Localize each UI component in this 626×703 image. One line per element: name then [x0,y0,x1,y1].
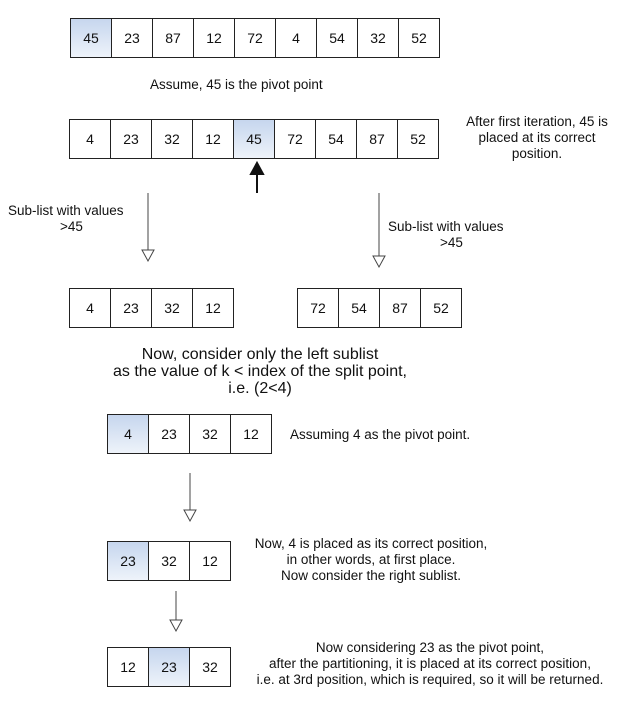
array-cell: 72 [274,119,316,159]
array-cell: 54 [315,119,357,159]
array-cell: 12 [107,647,149,687]
assume-pivot-text: Assume, 45 is the pivot point [150,77,323,92]
array-cell: 32 [189,414,231,454]
down-arrow-right-sublist [373,193,385,267]
array-cell: 87 [379,288,421,328]
array-cell: 32 [148,541,190,581]
consider-left-text: Now, consider only the left sublist as the value of k < index of the split point, i.e. (2<4) [113,346,407,397]
down-arrow-to-pivot-23 [184,473,196,521]
right-sublist-label: Sub-list with values >45 [388,219,504,250]
array-cell: 12 [193,18,235,58]
down-arrow-left-sublist [142,193,154,261]
array-cell: 52 [397,119,439,159]
pivot-cell: 4 [107,414,149,454]
array-cell: 12 [189,541,231,581]
array-cell: 87 [356,119,398,159]
array-cell: 23 [148,414,190,454]
array-cell: 54 [316,18,358,58]
assuming-4-text: Assuming 4 as the pivot point. [290,427,471,442]
down-arrow-to-final [170,591,182,631]
placed-4-text: Now, 4 is placed as its correct position, in other words, at first place. Now consider the right sublist. [254,536,488,583]
array-cell: 23 [110,119,152,159]
pivot-up-arrow [251,163,263,193]
pivot-cell: 23 [148,647,190,687]
array-cell: 32 [357,18,399,58]
considering-23-text: Now considering 23 as the pivot point, after the partitioning, it is placed at its correct position, i.e. at 3rd position, which is required, so it will be returned. [256,640,604,687]
pivot-cell: 45 [233,119,275,159]
array-cell: 23 [111,18,153,58]
array-cell: 52 [398,18,440,58]
array-cell: 72 [234,18,276,58]
array-cell: 4 [69,288,111,328]
array-cell: 12 [230,414,272,454]
array-cell: 52 [420,288,462,328]
array-cell: 12 [192,288,234,328]
array-cell: 72 [297,288,339,328]
array-cell: 4 [275,18,317,58]
array-cell: 32 [151,288,193,328]
array-cell: 4 [69,119,111,159]
array-cell: 23 [110,288,152,328]
array-cell: 12 [192,119,234,159]
array-cell: 54 [338,288,380,328]
pivot-cell: 23 [107,541,149,581]
after-iteration-text: After first iteration, 45 is placed at its correct position. [466,114,608,161]
array-cell: 32 [189,647,231,687]
left-sublist-label: Sub-list with values >45 [8,203,124,234]
array-cell: 87 [152,18,194,58]
pivot-cell: 45 [70,18,112,58]
array-cell: 32 [151,119,193,159]
